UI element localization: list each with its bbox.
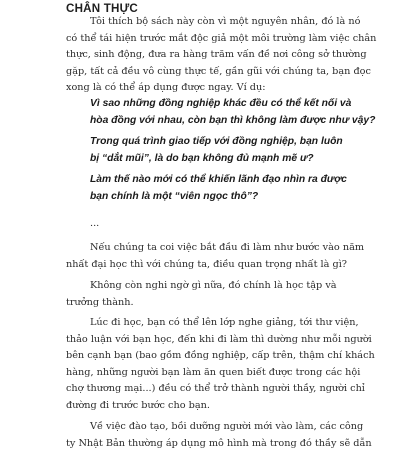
question-line: Trong quá trình giao tiếp với đồng nghiệp, bạn luôn (66, 134, 336, 151)
text-line: Lúc đi học, bạn có thể lên lớp nghe giảng, tới thư viện, (66, 315, 336, 332)
text-line: gặp, tất cả đều vô cùng thực tế, gần gũi với chúng ta, bạn đọc (66, 64, 336, 81)
text-line: nhất đại học thì với chúng ta, điều quan trọng nhất là gì? (66, 257, 336, 274)
text-line: thực, sinh động, đưa ra hàng trăm vấn đề nơi công sở thường (66, 47, 336, 64)
question-line: bạn chính là một “viên ngọc thô”? (66, 189, 336, 206)
question-2 (66, 134, 336, 167)
intro-paragraph (66, 14, 336, 97)
question-line: Làm thế nào mới có thể khiến lãnh đạo nhìn ra được (66, 172, 336, 189)
text-line: ty Nhật Bản thường áp dụng mô hình mà trong đó thầy sẽ dẫn (66, 436, 336, 452)
question-line: bị “dắt mũi”, là do bạn không đủ mạnh mẽ ư? (66, 151, 336, 168)
text-line: bên cạnh bạn (bao gồm đồng nghiệp, cấp trên, thậm chí khách (66, 348, 336, 365)
ellipsis: ... (90, 218, 99, 229)
paragraph-5 (66, 419, 336, 452)
question-1 (66, 96, 336, 129)
text-line: xong là có thể áp dụng được ngay. Ví dụ: (66, 80, 336, 97)
paragraph-4 (66, 315, 336, 414)
text-line: Về việc đào tạo, bồi dưỡng người mới vào làm, các công (66, 419, 336, 436)
paragraph-3 (66, 278, 336, 311)
question-line: hòa đồng với nhau, còn bạn thì không làm được như vậy? (66, 113, 336, 130)
question-3 (66, 172, 336, 205)
text-line: có thể tái hiện trước mắt độc giả một môi trường làm việc chân (66, 31, 336, 48)
text-line: Không còn nghi ngờ gì nữa, đó chính là học tập và (66, 278, 336, 295)
text-line: trưởng thành. (66, 295, 336, 312)
question-line: Vì sao những đồng nghiệp khác đều có thể kết nối và (66, 96, 336, 113)
text-line: thảo luận với bạn học, đến khi đi làm thì dường như mỗi người (66, 332, 336, 349)
section-heading: CHÂN THỰC (66, 2, 138, 15)
text-line: đường đi trước bước cho bạn. (66, 398, 336, 415)
text-line: chợ thương mại...) đều có thể trở thành người thầy, người chỉ (66, 381, 336, 398)
text-line: Nếu chúng ta coi việc bắt đầu đi làm như bước vào năm (66, 240, 336, 257)
paragraph-2 (66, 240, 336, 273)
text-line: hàng, những người bạn làm ăn quen biết được trong các hội (66, 365, 336, 382)
text-line: Tôi thích bộ sách này còn vì một nguyên nhân, đó là nó (66, 14, 336, 31)
